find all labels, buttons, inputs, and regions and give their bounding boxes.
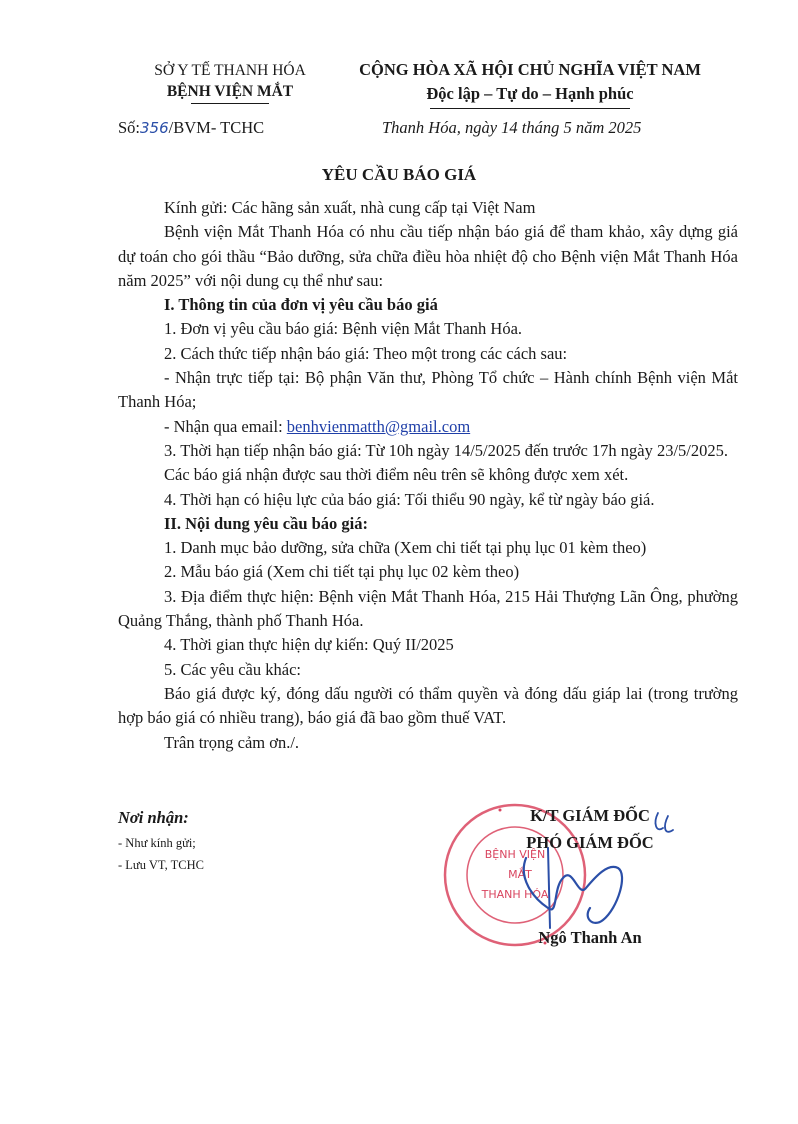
place-date: Thanh Hóa, ngày 14 tháng 5 năm 2025	[382, 118, 642, 137]
section-1-title: I. Thông tin của đơn vị yêu cầu báo giá	[164, 295, 438, 315]
country-name: CỘNG HÒA XÃ HỘI CHỦ NGHĨA VIỆT NAM	[359, 60, 701, 79]
motto-underline	[430, 108, 630, 109]
salutation: Kính gửi: Các hãng sản xuất, nhà cung cấp tại Việt Nam	[164, 198, 536, 217]
signer-name: Ngô Thanh An	[538, 928, 642, 947]
unit-name: BỆNH VIỆN MẮT	[166, 83, 294, 100]
signature-title-1: K/T GIÁM ĐỐC	[530, 806, 650, 825]
s2-item-5-text: Báo giá được ký, đóng dấu người có thẩm quyền và đóng dấu giáp lai (trong trường hợp báo giá có nhiều trang), báo giá đã bao gồm thuế VAT.	[118, 683, 738, 728]
issuing-agency-block	[105, 60, 355, 104]
seal-text-mid: MẮT	[508, 868, 532, 881]
recipients-block	[118, 808, 204, 876]
s1-item-3: 3. Thời hạn tiếp nhận báo giá: Từ 10h ngày 14/5/2025 đến trước 17h ngày 23/5/2025.	[164, 440, 729, 460]
document-title: YÊU CẦU BÁO GIÁ	[321, 165, 477, 184]
ref-prefix: Số:	[118, 118, 141, 137]
recipient-item: - Lưu VT, TCHC	[118, 858, 204, 872]
email-label: - Nhận qua email:	[164, 416, 287, 436]
s1-item-2a: - Nhận trực tiếp tại: Bộ phận Văn thư, Phòng Tổ chức – Hành chính Bệnh viện Mắt Thanh Hóa;	[118, 368, 738, 412]
s1-item-2: 2. Cách thức tiếp nhận báo giá: Theo một trong các cách sau:	[164, 343, 568, 363]
s2-item-3: 3. Địa điểm thực hiện: Bệnh viện Mắt Thanh Hóa, 215 Hải Thượng Lãn Ông, phường Quảng Thắng, thành phố Thanh Hóa.	[118, 586, 738, 631]
s1-note: Các báo giá nhận được sau thời điểm nêu trên sẽ không được xem xét.	[164, 465, 629, 485]
recipients-title: Nơi nhận:	[118, 808, 189, 827]
s1-item-1: 1. Đơn vị yêu cầu báo giá: Bệnh viện Mắt Thanh Hóa.	[164, 319, 523, 339]
document-reference	[118, 118, 264, 138]
seal-text-bottom: THANH HÓA	[481, 888, 549, 901]
handwritten-signature-icon	[478, 808, 678, 938]
intro-paragraph: Bệnh viện Mắt Thanh Hóa có nhu cầu tiếp nhận báo giá để tham khảo, xây dựng giá dự toán cho gói thầu “Bảo dưỡng, sửa chữa điều hòa nhiệt độ cho Bệnh viện Mắt Thanh Hóa năm 2025” với nội dung cụ thể như sau:	[118, 222, 738, 290]
seal-text-top: BỆNH VIỆN	[484, 848, 546, 861]
ref-suffix: /BVM- TCHC	[168, 118, 265, 137]
section-2-title: II. Nội dung yêu cầu báo giá:	[164, 513, 369, 533]
s2-item-1: 1. Danh mục bảo dưỡng, sửa chữa (Xem chi tiết tại phụ lục 01 kèm theo)	[164, 538, 647, 558]
document-body	[118, 196, 738, 755]
national-motto: Độc lập – Tự do – Hạnh phúc	[426, 84, 634, 103]
recipient-item: - Như kính gửi;	[118, 836, 196, 850]
signature-title-2: PHÓ GIÁM ĐỐC	[526, 833, 654, 852]
email-link[interactable]: benhvienmatth@gmail.com	[286, 416, 471, 436]
agency-name: SỞ Y TẾ THANH HÓA	[154, 62, 306, 79]
s2-item-5: 5. Các yêu cầu khác:	[164, 659, 301, 679]
ref-number-handwritten: 356	[140, 119, 169, 137]
s2-item-4: 4. Thời gian thực hiện dự kiến: Quý II/2025	[164, 635, 454, 655]
national-header-block	[320, 58, 740, 109]
closing: Trân trọng cảm ơn./.	[164, 732, 300, 752]
unit-underline	[191, 103, 269, 104]
s2-item-2: 2. Mẫu báo giá (Xem chi tiết tại phụ lục 02 kèm theo)	[164, 562, 520, 582]
s1-item-2b	[118, 415, 738, 439]
s1-item-4: 4. Thời hạn có hiệu lực của báo giá: Tối thiểu 90 ngày, kể từ ngày báo giá.	[164, 489, 655, 509]
